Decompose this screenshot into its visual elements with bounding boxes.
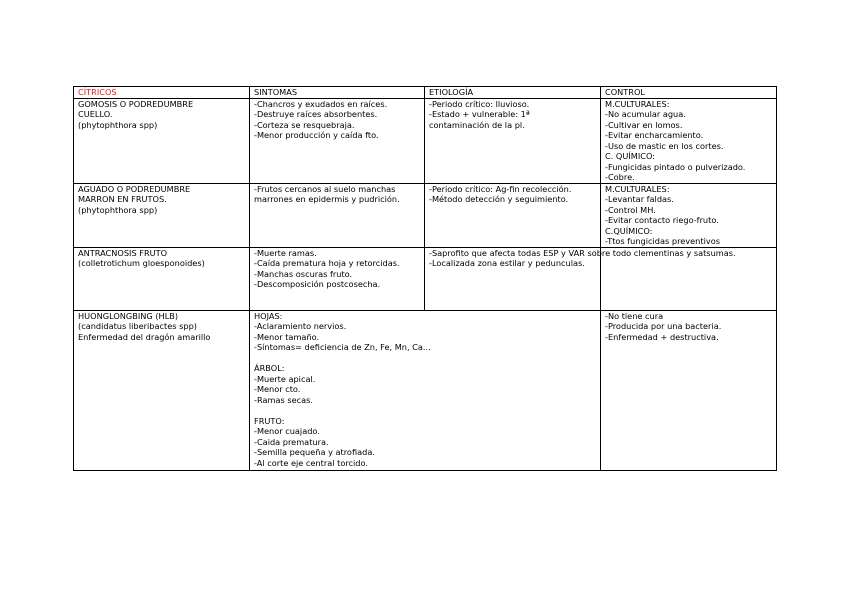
symptom-line: -Aclaramiento nervios.	[254, 321, 347, 331]
blank-line	[254, 353, 600, 364]
symptom-line: -Frutos cercanos al suelo manchas	[254, 183, 396, 194]
table-row	[74, 247, 777, 310]
symptom-line: marrones en epidermis y pudrición.	[254, 194, 400, 204]
control-line: M.CULTURALES:	[605, 98, 670, 109]
etiology-line: -Periodo crítico: Ag-fin recolección.	[429, 183, 572, 194]
symptom-line: -Al corte eje central torcido.	[254, 457, 368, 468]
control-line: -Evitar contacto riego-fruto.	[605, 215, 719, 225]
symptom-line: -Menor cto.	[254, 384, 301, 394]
etiology-line: -Periodo crítico: lluvioso.	[429, 98, 530, 109]
disease-line: HUONGLONGBING (HLB)	[78, 310, 179, 321]
disease-line: ANTRACNOSIS FRUTO	[78, 247, 168, 258]
symptoms-cell	[250, 310, 601, 470]
symptom-group-title: ÁRBOL:	[254, 363, 285, 373]
symptom-line: -Destruye raíces absorbentes.	[254, 109, 378, 119]
header-control: CONTROL	[601, 87, 777, 99]
etiology-cell	[425, 98, 601, 183]
disease-line: GOMOSIS O PODREDUMBRE	[78, 98, 194, 109]
disease-cell	[74, 183, 250, 247]
header-citricos: CÍTRICOS	[74, 87, 250, 99]
disease-line: CUELLO.	[78, 109, 113, 119]
control-line: -Uso de mastic en los cortes.	[605, 140, 724, 151]
symptom-line: -Descomposición postcosecha.	[254, 279, 381, 289]
disease-cell	[74, 98, 250, 183]
disease-line: Enfermedad del dragón amarillo	[78, 331, 211, 342]
etiology-line: contaminación de la pl.	[429, 119, 525, 130]
header-sintomas: SINTOMAS	[250, 87, 425, 99]
etiology-line: -Estado + vulnerable: 1ª	[429, 109, 530, 119]
control-line: -Control MH.	[605, 204, 656, 215]
control-line: M.CULTURALES:	[605, 183, 670, 194]
symptom-line: -Menor tamaño.	[254, 331, 320, 342]
symptom-line: -Menor cuajado.	[254, 426, 320, 436]
control-line: -Cultivar en lomos.	[605, 119, 683, 130]
symptom-group-title: FRUTO:	[254, 415, 285, 426]
control-cell	[601, 98, 777, 183]
control-cell	[601, 183, 777, 247]
table-row	[74, 183, 777, 247]
etiology-cell	[425, 183, 601, 247]
symptom-line: -Caída prematura hoja y retorcidas.	[254, 258, 400, 268]
symptom-line: -Corteza se resquebraja.	[254, 119, 355, 130]
control-line: -Levantar faldas.	[605, 194, 674, 204]
etiology-line: -Saprofito que afecta todas ESP y VAR sobre todo clementinas y satsumas.	[429, 247, 736, 258]
symptom-line: -Ramas secas.	[254, 394, 314, 405]
control-line: -No acumular agua.	[605, 109, 686, 119]
etiology-line: -Localizada zona estilar y pedunculas.	[429, 258, 585, 268]
symptom-line: -Menor producción y caída fto.	[254, 130, 379, 140]
symptom-line: -Caida prematura.	[254, 436, 329, 447]
control-line: C.QUÍMICO:	[605, 225, 653, 236]
symptom-line: -Síntomas= deficiencia de Zn, Fe, Mn, Ca...	[254, 342, 431, 352]
symptom-line: -Semilla pequeña y atrofiada.	[254, 447, 375, 457]
table-row	[74, 98, 777, 183]
control-cell	[601, 310, 777, 470]
control-line: -Enfermedad + destructiva.	[605, 331, 719, 342]
symptom-line: -Muerte ramas.	[254, 247, 317, 258]
etiology-cell	[425, 247, 736, 310]
symptoms-cell	[250, 98, 425, 183]
symptom-line: -Chancros y exudados en raíces.	[254, 98, 388, 109]
control-line: -Evitar encharcamiento.	[605, 130, 704, 140]
symptom-line: -Manchas oscuras fruto.	[254, 268, 353, 279]
table-row	[74, 310, 777, 470]
symptoms-cell	[250, 183, 425, 247]
control-line: C. QUÍMICO:	[605, 151, 656, 161]
control-line: -Ttos fungicidas preventivos	[605, 236, 720, 246]
disease-line: (candidatus liberibactes spp)	[78, 321, 197, 331]
disease-line: (colletrotichum gloesponoides)	[78, 258, 205, 268]
symptom-group-title: HOJAS:	[254, 310, 283, 321]
symptom-line: -Muerte apical.	[254, 373, 316, 384]
disease-line: (phytophthora spp)	[78, 204, 158, 215]
etiology-line: -Método detección y seguimiento.	[429, 194, 569, 204]
control-line: -Cobre.	[605, 172, 635, 182]
table-header-row	[74, 87, 777, 99]
citrus-disease-table	[73, 86, 777, 471]
symptoms-cell	[250, 247, 425, 310]
disease-line: AGUADO O PODREDUMBRE	[78, 183, 191, 194]
disease-cell	[74, 247, 250, 310]
control-line: -Producida por una bacteria.	[605, 321, 722, 331]
control-line: -Fungicidas pintado o pulverizado.	[605, 161, 746, 172]
blank-line	[254, 405, 600, 416]
disease-line: MARRON EN FRUTOS.	[78, 194, 167, 204]
header-etiologia: ETIOLOGÍA	[425, 87, 601, 99]
disease-line: (phytophthora spp)	[78, 119, 158, 130]
control-line: -No tiene cura	[605, 310, 664, 321]
disease-cell	[74, 310, 250, 470]
